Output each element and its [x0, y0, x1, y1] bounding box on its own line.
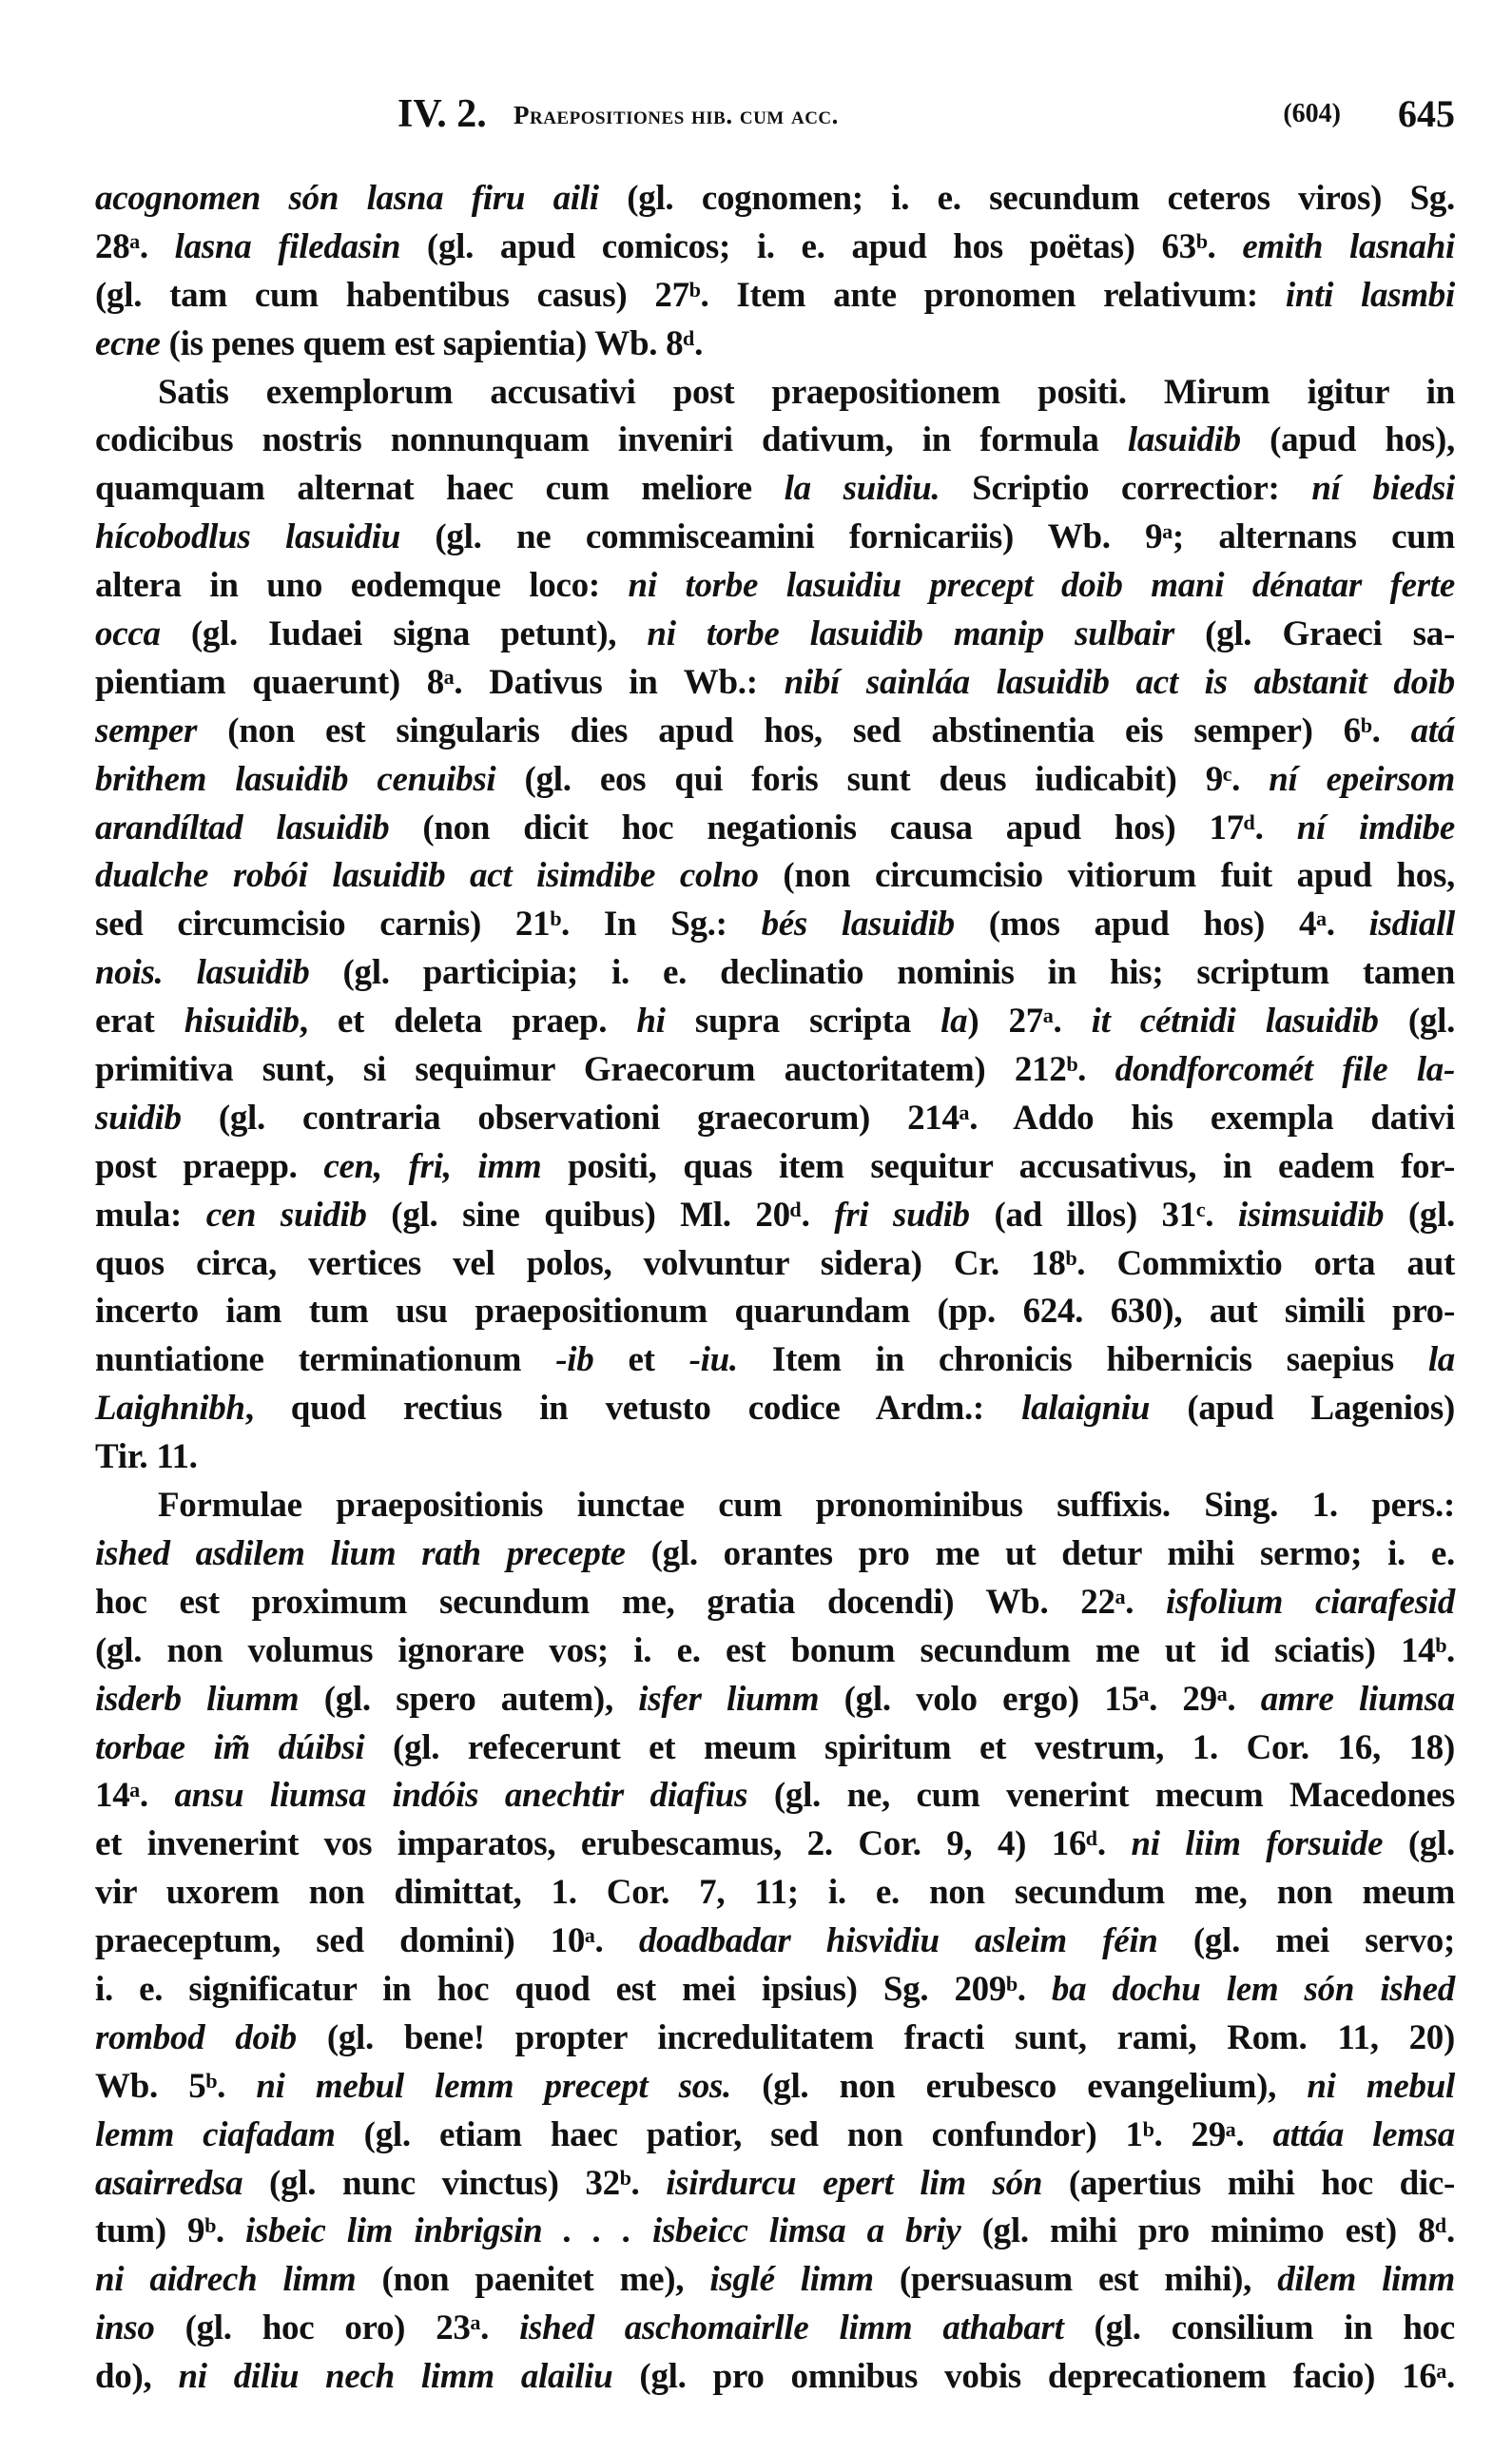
latin-text: (gl. non erubesco evangelium), [730, 2066, 1308, 2106]
irish-example: ni torbe lasuidib manip sulbair [647, 614, 1174, 654]
latin-text: erat [95, 1002, 184, 1042]
irish-example: dualche robói lasuidib act isimdibe colno [95, 856, 759, 896]
latin-text: sed circumcisio carnis) 21ᵇ. In Sg.: [95, 905, 762, 945]
latin-text: mula: [95, 1195, 206, 1235]
latin-text: codicibus nostris nonnunquam inveniri dativum, in formula [95, 420, 1128, 460]
text-line [95, 2160, 1455, 2209]
latin-text: 14ᵃ. [95, 1776, 175, 1816]
text-line [95, 1821, 1455, 1869]
irish-example: lasuidib [1127, 420, 1241, 460]
latin-text: (non paenitet me), [356, 2260, 710, 2300]
irish-example: rombod doib [95, 2017, 297, 2057]
latin-text: (non est singularis dies apud hos, sed abstinentia eis semper) 6ᵇ. [197, 711, 1411, 750]
text-line [95, 1966, 1455, 2015]
irish-example: hícobodlus lasuidiu [95, 517, 400, 557]
latin-text: (gl. ne commisceamini fornicariis) Wb. 9ᵃ; alternans cum [399, 517, 1455, 557]
latin-text: Satis exemplorum accusativi post praepositionem positi. Mirum igitur in [158, 372, 1455, 412]
latin-text: (gl. tam cum habentibus casus) 27ᵇ. Item ante pronomen relativum: [95, 275, 1286, 315]
text-line [95, 805, 1455, 853]
latin-text: (gl. contraria observationi graecorum) 214ᵃ. Addo his exempla dativi [181, 1098, 1455, 1138]
irish-example: ni diliu nech limm alailiu [178, 2357, 613, 2397]
irish-example: acognomen són lasna firu aili [95, 179, 599, 218]
text-line [95, 1530, 1455, 1579]
text-line [95, 1433, 1455, 1482]
irish-example: dondforcomét file la- [1115, 1050, 1455, 1090]
irish-example: isglé limm [709, 2260, 874, 2300]
latin-text: post praepp. [95, 1146, 324, 1186]
running-header [95, 91, 1455, 145]
text-line [95, 1627, 1455, 1676]
latin-text: praeceptum, sed domini) 10ᵃ. [95, 1921, 639, 1961]
text-line [95, 998, 1455, 1046]
irish-example: amre liumsa [1260, 1679, 1455, 1719]
body-text [95, 175, 1455, 2402]
text-line [95, 272, 1455, 321]
text-line [95, 1336, 1455, 1385]
irish-example: ni mebul [1307, 2066, 1455, 2106]
latin-text: (gl. non volumus ignorare vos; i. e. est bonum secundum me ut id sciatis) 14ᵇ. [95, 1630, 1455, 1670]
text-line [95, 1579, 1455, 1627]
irish-example: emith lasnahi [1242, 226, 1455, 266]
latin-text: , quod rectius in vetusto codice Ardm.: [244, 1389, 1022, 1429]
text-line [95, 1724, 1455, 1773]
irish-example: lalaigniu [1021, 1389, 1151, 1429]
text-line [95, 2305, 1455, 2353]
latin-text: primitiva sunt, si sequimur Graecorum auctoritatem) 212ᵇ. [95, 1050, 1115, 1090]
latin-text: (gl. cognomen; i. e. secundum ceteros viros) Sg. [598, 179, 1456, 218]
text-line [95, 1676, 1455, 1724]
section-number: IV. 2. [397, 92, 487, 136]
latin-text: (gl. consilium in hoc [1063, 2308, 1456, 2348]
text-line [95, 1192, 1455, 1240]
latin-text: altera in uno eodemque loco: [95, 566, 629, 606]
irish-example: isfer liumm [638, 1679, 820, 1719]
latin-text: (gl. hoc oro) 23ᵃ. [154, 2308, 520, 2348]
latin-text: 28ᵃ. [95, 226, 175, 266]
latin-text: (gl. Graeci sa- [1173, 614, 1455, 654]
irish-example: brithem lasuidib cenuibsi [95, 759, 496, 799]
latin-text: incerto iam tum usu praepositionum quarundam (pp. 624. 630), aut simili pro- [95, 1292, 1455, 1332]
irish-example: isimsuidib [1237, 1195, 1385, 1235]
latin-text: (gl. participia; i. e. declinatio nominis in his; scriptum tamen [309, 953, 1456, 993]
latin-text: (gl. volo ergo) 15ᵃ. 29ᵃ. [819, 1679, 1261, 1719]
text-line [95, 417, 1455, 465]
latin-text: pientiam quaerunt) 8ᵃ. Dativus in Wb.: [95, 662, 785, 702]
irish-example: ní imdibe [1296, 808, 1455, 847]
irish-example: doadbadar hisvidiu asleim féin [638, 1921, 1158, 1961]
irish-example: hisuidib [184, 1002, 300, 1042]
irish-example: ni torbe lasuidiu precept doib mani dénatar ferte [628, 566, 1455, 606]
latin-text: (gl. refecerunt et meum spiritum et vestrum, 1. Cor. 16, 18) [364, 1727, 1455, 1767]
latin-text: hoc est proximum secundum me, gratia docendi) Wb. 22ᵃ. [95, 1582, 1167, 1622]
irish-example: cen, fri, imm [323, 1146, 542, 1186]
latin-text: (gl. mihi pro minimo est) 8ᵈ. [960, 2211, 1455, 2251]
text-line [95, 901, 1455, 949]
latin-text: vir uxorem non dimittat, 1. Cor. 7, 11; i. e. non secundum me, non meum [95, 1873, 1455, 1913]
irish-example: atá [1410, 711, 1455, 750]
text-line [95, 2208, 1455, 2256]
latin-text: (apud Lagenios) [1150, 1389, 1455, 1429]
irish-example: cen suidib [205, 1195, 367, 1235]
text-line [95, 465, 1455, 514]
latin-text: Formulae praepositionis iunctae cum pronominibus suffixis. Sing. 1. pers.: [158, 1486, 1455, 1526]
irish-example: ní epeirsom [1269, 759, 1455, 799]
latin-text: (gl. [1384, 1195, 1456, 1235]
text-line [95, 562, 1455, 611]
latin-text: do), [95, 2357, 179, 2397]
page-number: 645 [1398, 92, 1455, 135]
irish-example: inso [95, 2308, 155, 2348]
latin-text: (apud hos), [1240, 420, 1455, 460]
latin-text: (mos apud hos) 4ᵃ. [954, 905, 1369, 945]
latin-text: i. e. significatur in hoc quod est mei ipsius) Sg. 209ᵇ. [95, 1969, 1052, 2009]
text-line [95, 2256, 1455, 2305]
text-line [95, 1095, 1455, 1143]
latin-text: (gl. nunc vinctus) 32ᵇ. [242, 2163, 667, 2203]
irish-example: lasna filedasin [174, 226, 401, 266]
irish-example: isfolium ciarafesid [1166, 1582, 1455, 1622]
irish-example: lemm ciafadam [95, 2114, 336, 2154]
text-line [95, 514, 1455, 562]
irish-example: isderb liumm [95, 1679, 300, 1719]
irish-example: fri sudib [834, 1195, 970, 1235]
latin-text: Tir. 11. [95, 1437, 198, 1477]
latin-text: (gl. Iudaei signa petunt), [160, 614, 648, 654]
irish-example: ansu liumsa indóis anechtir diafius [174, 1776, 748, 1816]
irish-example: ní biedsi [1311, 469, 1455, 509]
running-title: Praepositiones hib. cum acc. [514, 101, 839, 129]
text-line [95, 224, 1455, 272]
text-line [95, 1482, 1455, 1530]
irish-example: occa [95, 614, 161, 654]
irish-example: ba dochu lem són ished [1051, 1969, 1455, 2009]
irish-example: ni liim forsuide [1131, 1824, 1384, 1864]
text-line [95, 1240, 1455, 1289]
irish-example: -ib [555, 1340, 594, 1380]
latin-text: (gl. etiam haec patior, sed non confundor) 1ᵇ. 29ᵃ. [335, 2114, 1273, 2154]
latin-text: (ad illos) 31ᶜ. [969, 1195, 1238, 1235]
irish-example: -iu. [688, 1340, 738, 1380]
latin-text: ) 27ᵃ. [967, 1002, 1092, 1042]
irish-example: isirdurcu epert lim són [666, 2163, 1043, 2203]
latin-text: (gl. [1378, 1002, 1456, 1042]
text-line [95, 2015, 1455, 2063]
latin-text: positi, quas item sequitur accusativus, in eadem for- [541, 1146, 1455, 1186]
latin-text: quos circa, vertices vel polos, volvuntur sidera) Cr. 18ᵇ. Commixtio orta aut [95, 1243, 1455, 1283]
irish-example: ecne [95, 323, 161, 363]
irish-example: ished aschomairlle limm athabart [519, 2308, 1064, 2348]
irish-example: ni aidrech limm [95, 2260, 357, 2300]
irish-example: isbeic lim inbrigsin . . . isbeicc limsa a briy [245, 2211, 961, 2251]
text-line [95, 1143, 1455, 1192]
text-line [95, 2353, 1455, 2402]
irish-example: torbae im̃ dúibsi [95, 1727, 365, 1767]
text-line [95, 2112, 1455, 2160]
latin-text: (non circumcisio vitiorum fuit apud hos, [758, 856, 1455, 896]
latin-text: Wb. 5ᵇ. [95, 2066, 257, 2106]
irish-example: ished asdilem lium rath precepte [95, 1533, 626, 1573]
irish-example: dilem limm [1277, 2260, 1456, 2300]
irish-example: bés lasuidib [761, 905, 955, 945]
latin-text: nuntiatione terminationum [95, 1340, 556, 1380]
text-line [95, 1046, 1455, 1095]
text-line [95, 949, 1455, 998]
irish-example: semper [95, 711, 198, 750]
latin-text: (gl. [1383, 1824, 1455, 1864]
irish-example: nois. lasuidib [95, 953, 310, 993]
irish-example: la suidiu. [784, 469, 940, 509]
latin-text: (gl. apud comicos; i. e. apud hos poëtas) 63ᵇ. [400, 226, 1243, 266]
latin-text: (non dicit hoc negationis causa apud hos) 17ᵈ. [389, 808, 1297, 847]
latin-text: (apertius mihi hoc dic- [1042, 2163, 1455, 2203]
latin-text: Item in chronicis hibernicis saepius [737, 1340, 1428, 1380]
latin-text: (gl. sine quibus) Ml. 20ᵈ. [366, 1195, 835, 1235]
irish-example: ni mebul lemm precept sos. [256, 2066, 731, 2106]
irish-example: it cétnidi lasuidib [1091, 1002, 1379, 1042]
irish-example: inti lasmbi [1285, 275, 1455, 315]
irish-example: la [1427, 1340, 1456, 1380]
text-line [95, 2063, 1455, 2112]
latin-text: (gl. eos qui foris sunt deus iudicabit) 9ᶜ. [495, 759, 1270, 799]
latin-text: (gl. bene! propter incredulitatem fracti sunt, rami, Rom. 11, 20) [296, 2017, 1455, 2057]
latin-text: et [593, 1340, 689, 1380]
text-line [95, 756, 1455, 805]
latin-text: tum) 9ᵇ. [95, 2211, 246, 2251]
irish-example: Laighnibh [95, 1389, 245, 1429]
irish-example: arandíltad lasuidib [95, 808, 390, 847]
irish-example: attáa lemsa [1272, 2114, 1455, 2154]
text-line [95, 1918, 1455, 1966]
text-line [95, 852, 1455, 901]
latin-text: (gl. mei servo; [1157, 1921, 1455, 1961]
latin-text: , et deleta praep. [299, 1002, 637, 1042]
text-line [95, 659, 1455, 708]
irish-example: nibí sainláa lasuidib act is abstanit doib [784, 662, 1455, 702]
latin-text: (persuasum est mihi), [873, 2260, 1278, 2300]
latin-text: supra scripta [665, 1002, 941, 1042]
latin-text: (gl. spero autem), [299, 1679, 639, 1719]
irish-example: asairredsa [95, 2163, 243, 2203]
text-line [95, 1288, 1455, 1336]
latin-text: (gl. orantes pro me ut detur mihi sermo; i. e. [625, 1533, 1455, 1573]
latin-text: et invenerint vos imparatos, erubescamus, 2. Cor. 9, 4) 16ᵈ. [95, 1824, 1132, 1864]
latin-text: quamquam alternat haec cum meliore [95, 469, 785, 509]
latin-text: (gl. pro omnibus vobis deprecationem facio) 16ᵃ. [612, 2357, 1455, 2397]
latin-text: (gl. ne, cum venerint mecum Macedones [747, 1776, 1455, 1816]
text-line [95, 1869, 1455, 1918]
text-line [95, 321, 1455, 369]
text-line [95, 1772, 1455, 1821]
latin-text: (is penes quem est sapientia) Wb. 8ᵈ. [160, 323, 704, 363]
text-line [95, 611, 1455, 659]
irish-example: suidib [95, 1098, 182, 1138]
irish-example: la [940, 1002, 968, 1042]
text-line [95, 369, 1455, 418]
latin-text: Scriptio correctior: [940, 469, 1312, 509]
text-line [95, 175, 1455, 224]
irish-example: isdiall [1368, 905, 1455, 945]
text-line [95, 1385, 1455, 1433]
text-line [95, 708, 1455, 756]
irish-example: hi [636, 1002, 666, 1042]
original-page-number: (604) [1283, 99, 1341, 128]
